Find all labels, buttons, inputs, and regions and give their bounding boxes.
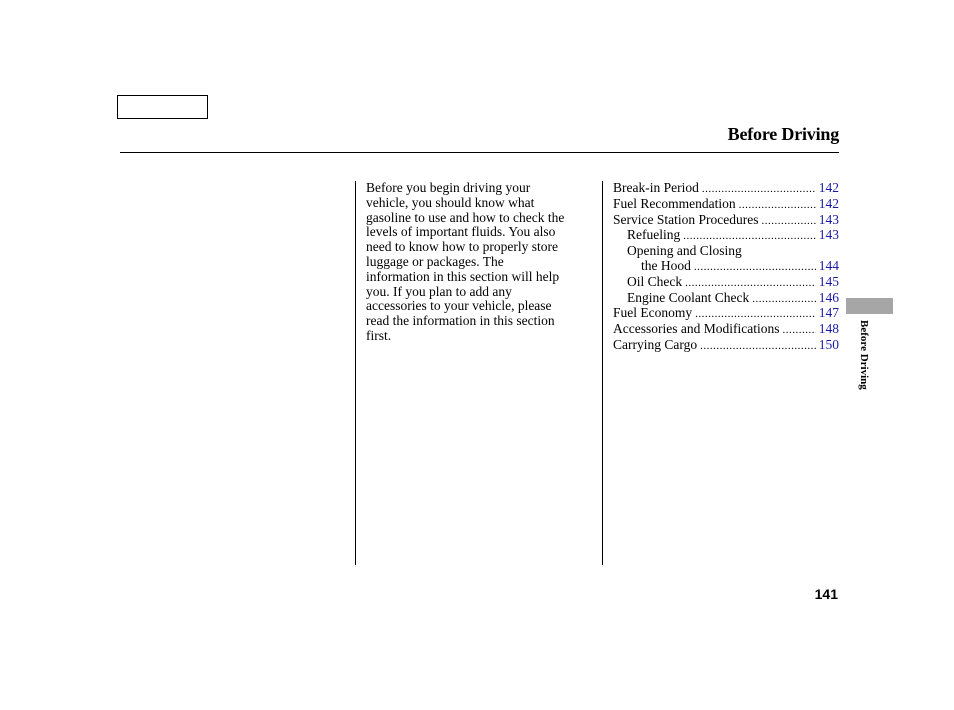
section-title: Before Driving <box>727 124 839 144</box>
toc-item-service-station-procedures[interactable] <box>613 213 839 229</box>
toc-page-link[interactable]: 143 <box>818 211 839 227</box>
toc-leader <box>700 339 816 354</box>
toc-leader <box>695 307 816 322</box>
toc-label: the Hood <box>641 257 691 273</box>
toc-page-link[interactable]: 148 <box>818 321 839 337</box>
intro-line: information in this section will help <box>366 268 560 284</box>
title-rule <box>120 152 839 153</box>
toc-label: Fuel Economy <box>613 305 693 321</box>
toc-label: Refueling <box>627 227 681 243</box>
toc-label: Carrying Cargo <box>613 336 698 352</box>
toc-page-link[interactable]: 146 <box>818 289 839 305</box>
toc-leader <box>752 292 816 307</box>
intro-line: read the information in this section <box>366 313 555 329</box>
intro-line: first. <box>366 327 392 343</box>
toc-label: Service Station Procedures <box>613 211 759 227</box>
intro-line: luggage or packages. The <box>366 253 504 269</box>
toc-page-link[interactable]: 143 <box>818 227 839 243</box>
toc-leader <box>782 323 815 338</box>
toc-label: Accessories and Modifications <box>613 321 780 337</box>
toc-leader <box>739 198 816 213</box>
toc-item-opening-and-closing[interactable] <box>613 244 839 259</box>
toc-page-link[interactable]: 142 <box>818 195 839 211</box>
toc-leader <box>761 214 815 229</box>
toc-item-fuel-recommendation[interactable] <box>613 197 839 213</box>
intro-line: accessories to your vehicle, please <box>366 298 552 314</box>
intro-paragraph <box>366 181 594 344</box>
toc-leader <box>685 276 816 291</box>
toc-item-break-in-period[interactable] <box>613 181 839 197</box>
toc-item-accessories-and-modifications[interactable] <box>613 322 839 338</box>
intro-line: need to know how to properly store <box>366 239 558 255</box>
page-number: 141 <box>814 586 838 602</box>
table-of-contents <box>613 181 839 354</box>
intro-line: vehicle, you should know what <box>366 194 535 210</box>
toc-label: Oil Check <box>627 273 683 289</box>
column-divider-left <box>355 181 356 565</box>
toc-page-link[interactable]: 144 <box>818 257 839 273</box>
intro-line: Before you begin driving your <box>366 180 531 195</box>
intro-line: gasoline to use and how to check the <box>366 209 565 225</box>
toc-page-link[interactable]: 147 <box>818 305 839 321</box>
toc-label: Engine Coolant Check <box>627 289 750 305</box>
intro-line: levels of important fluids. You also <box>366 224 556 240</box>
toc-label: Opening and Closing <box>627 243 742 259</box>
toc-item-carrying-cargo[interactable] <box>613 338 839 354</box>
toc-item-engine-coolant-check[interactable] <box>613 291 839 307</box>
toc-label: Fuel Recommendation <box>613 195 736 211</box>
column-divider-right <box>602 181 603 565</box>
toc-leader <box>683 229 816 244</box>
toc-leader <box>702 182 816 197</box>
nav-box[interactable] <box>117 95 208 119</box>
toc-page-link[interactable]: 150 <box>818 336 839 352</box>
toc-item-oil-check[interactable] <box>613 275 839 291</box>
section-side-tab[interactable] <box>846 298 893 314</box>
toc-label: Break-in Period <box>613 180 699 195</box>
intro-line: you. If you plan to add any <box>366 283 512 299</box>
toc-leader <box>694 260 816 275</box>
toc-item-refueling[interactable] <box>613 228 839 244</box>
toc-item-fuel-economy[interactable] <box>613 306 839 322</box>
section-side-label: Before Driving <box>858 320 870 390</box>
toc-page-link[interactable]: 145 <box>818 273 839 289</box>
toc-item-the-hood[interactable] <box>613 259 839 275</box>
toc-page-link[interactable]: 142 <box>818 180 839 195</box>
